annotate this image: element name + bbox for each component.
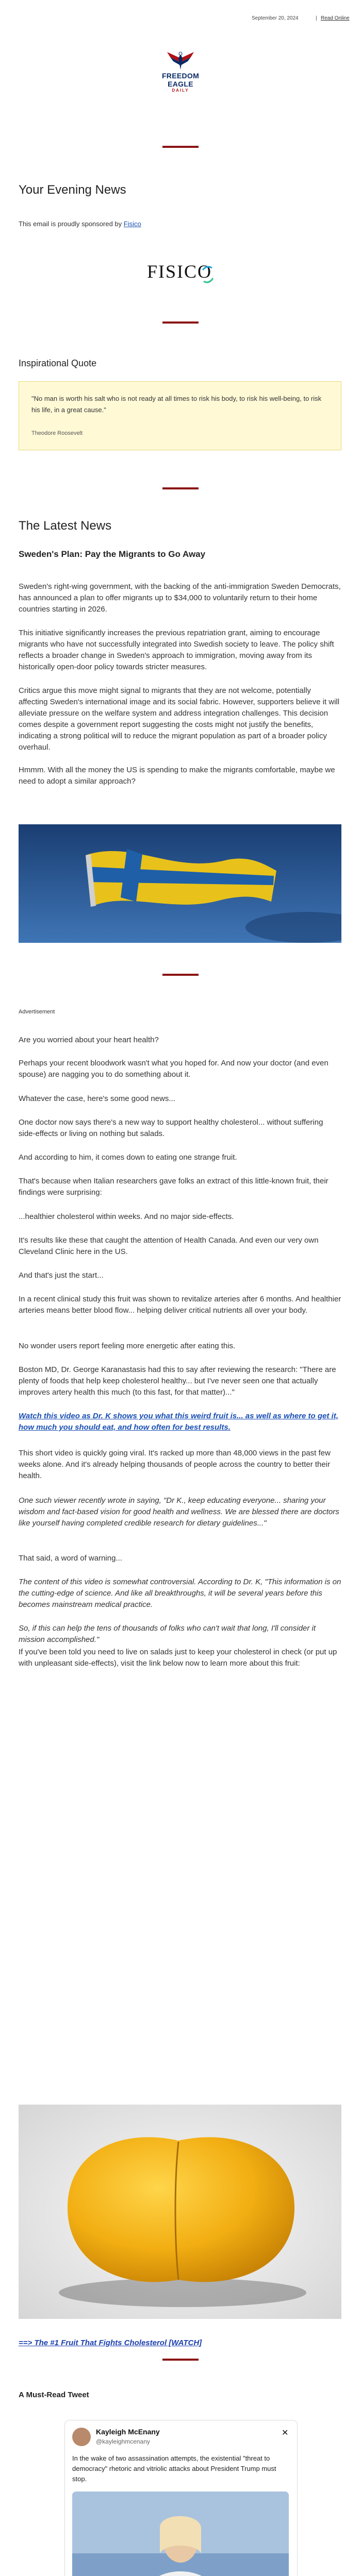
ad-paragraph: And according to him, it comes down to eating one strange fruit. bbox=[19, 1153, 237, 1162]
ad-paragraph: So, if this can help the tens of thousands of folks who can't wait that long, I'll consider it mission accomplished." bbox=[19, 1624, 316, 1644]
sponsor-logo-text: FISICO bbox=[147, 261, 212, 282]
section-title-quote: Inspirational Quote bbox=[19, 358, 97, 368]
section-title-evening-news: Your Evening News bbox=[19, 183, 126, 197]
quote-box bbox=[19, 381, 341, 450]
sponsor-logo[interactable] bbox=[142, 258, 219, 289]
section-divider bbox=[162, 487, 199, 489]
logo-title: FREEDOM EAGLE bbox=[161, 72, 200, 88]
ad-paragraph: That said, a word of warning... bbox=[19, 1554, 122, 1563]
avatar bbox=[72, 2428, 91, 2446]
ad-paragraph: It's results like these that caught the attention of Health Canada. And even our very own Cleveland Clinic here in the US. bbox=[19, 1236, 319, 1256]
section-divider bbox=[162, 321, 199, 324]
ad-paragraph: Perhaps your recent bloodwork wasn't what you hoped for. And now your doctor (and even spouse) are nagging you to do something about it. bbox=[19, 1059, 329, 1079]
article-paragraph: Sweden's right-wing government, with the backing of the anti-immigration Sweden Democrats, has announced a plan to offer migrants up to $34,000 to voluntarily return to their home countries starting in 2026. bbox=[19, 582, 341, 614]
read-online-link[interactable]: Read Online bbox=[321, 15, 350, 21]
section-title-tweet: A Must-Read Tweet bbox=[19, 2391, 89, 2399]
tweet-text: In the wake of two assassination attempts, the existential "threat to democracy" rhetoric and vitriolic attacks about President Trump must stop. bbox=[72, 2454, 276, 2483]
ad-paragraph: Whatever the case, here's some good news... bbox=[19, 1094, 175, 1103]
ad-paragraph: And that's just the start... bbox=[19, 1271, 104, 1280]
logo-subtitle: DAILY bbox=[172, 88, 189, 93]
eagle-icon bbox=[165, 49, 196, 71]
article-paragraph: Critics argue this move might signal to migrants that they are not welcome, potentially affecting Sweden's international image and its social fabric. However, supporters believe it will alleviate pressure on the welfare system and address integration challenges. This decision comes despite a government report suggesting the costs might not justify the benefits, indicating a strong political will to reduce the migrant population as part of a broader policy overhaul. bbox=[19, 686, 340, 752]
ad-paragraph: That's because when Italian researchers gave folks an extract of this little-known fruit, their findings were surprising: bbox=[19, 1177, 329, 1197]
ad-image[interactable] bbox=[19, 2105, 341, 2319]
ad-label: Advertisement bbox=[19, 1009, 55, 1015]
tweet-media[interactable] bbox=[72, 2492, 289, 2576]
logo-swoosh-icon bbox=[142, 258, 219, 289]
ad-paragraph: ...healthier cholesterol within weeks. And no major side-effects. bbox=[19, 1212, 234, 1221]
ad-paragraph: No wonder users report feeling more energetic after eating this. bbox=[19, 1342, 236, 1350]
ad-paragraph: Boston MD, Dr. George Karanastasis had this to say after reviewing the research: "There are plenty of foods that help keep cholesterol healthy... but I've never seen one that actually improves artery health this much (to this fast, for that matter)..." bbox=[19, 1365, 336, 1397]
article-image bbox=[19, 824, 341, 943]
ad-paragraph: The content of this video is somewhat controversial. According to Dr. K, "This information is on the cutting-edge of science. And like all breakthroughs, it will be several years before this becomes mainstream medical practice. bbox=[19, 1578, 341, 1609]
tweet-author-handle: @kayleighmcenany bbox=[96, 2438, 150, 2445]
ad-video-link[interactable]: Watch this video as Dr. K shows you what this weird fruit is... as well as where to get it, how much you should eat, and how often for best results. bbox=[19, 1412, 338, 1432]
ad-paragraph: This short video is quickly going viral. It's racked up more than 48,000 views in the past few weeks alone. And it's already helping thousands of people across the country to better their health. bbox=[19, 1449, 331, 1480]
ad-testimonial: One such viewer recently wrote in saying, "Dr K., keep educating everyone... sharing your wisdom and fact-based vision for good health and wellness. We are blessed there are doctors like yourself having completed credible research for dietary guidelines..." bbox=[19, 1496, 339, 1528]
ad-paragraph: In a recent clinical study this fruit was shown to revitalize arteries after 6 months. And healthier arteries means better blood flow... helping deliver critical nutrients all over your body. bbox=[19, 1295, 341, 1315]
article-paragraph: Hmmm. With all the money the US is spending to make the migrants comfortable, maybe we need to adopt a similar approach? bbox=[19, 766, 335, 786]
tweet-author-name: Kayleigh McEnany bbox=[96, 2428, 160, 2436]
section-divider bbox=[162, 146, 199, 148]
embedded-tweet[interactable] bbox=[64, 2420, 298, 2576]
ad-cta-link[interactable]: ==> The #1 Fruit That Fights Cholesterol [WATCH] bbox=[19, 2338, 202, 2347]
news-broadcast-image bbox=[72, 2492, 289, 2576]
brand-logo[interactable] bbox=[155, 49, 206, 93]
ad-paragraph: Are you worried about your heart health? bbox=[19, 1036, 159, 1044]
x-logo-icon: ✕ bbox=[282, 2429, 289, 2437]
sponsor-link[interactable]: Fisico bbox=[123, 220, 141, 228]
sponsor-line bbox=[19, 218, 341, 230]
article-headline: Sweden's Plan: Pay the Migrants to Go Away bbox=[19, 549, 206, 559]
ad-paragraph: One doctor now says there's a new way to support healthy cholesterol... without suffering side-effects or living on nothing but salads. bbox=[19, 1118, 323, 1138]
section-divider bbox=[162, 2359, 199, 2361]
article-paragraph: This initiative significantly increases the previous repatriation grant, aiming to encourage migrants who have not successfully integrated into Swedish society to leave. The policy shift reflects a broader change in Sweden's approach to immigration, moving away from its historically open-door policy towards stricter measures. bbox=[19, 629, 334, 671]
sponsor-prefix: This email is proudly sponsored by bbox=[19, 220, 124, 228]
section-title-latest-news: The Latest News bbox=[19, 519, 112, 533]
top-bar bbox=[0, 0, 361, 21]
ad-paragraph: If you've been told you need to live on salads just to keep your cholesterol in check (or put up with unpleasant side-effects), visit the link below now to learn more about this fruit: bbox=[19, 1648, 337, 1668]
section-divider bbox=[162, 974, 199, 976]
issue-date: September 20, 2024 bbox=[252, 15, 299, 21]
divider: | bbox=[316, 15, 317, 21]
quote-author: Theodore Roosevelt bbox=[31, 430, 83, 436]
quote-text: "No man is worth his salt who is not ready at all times to risk his body, to risk his well-being, to risk his life, in a great cause." bbox=[31, 395, 322, 414]
